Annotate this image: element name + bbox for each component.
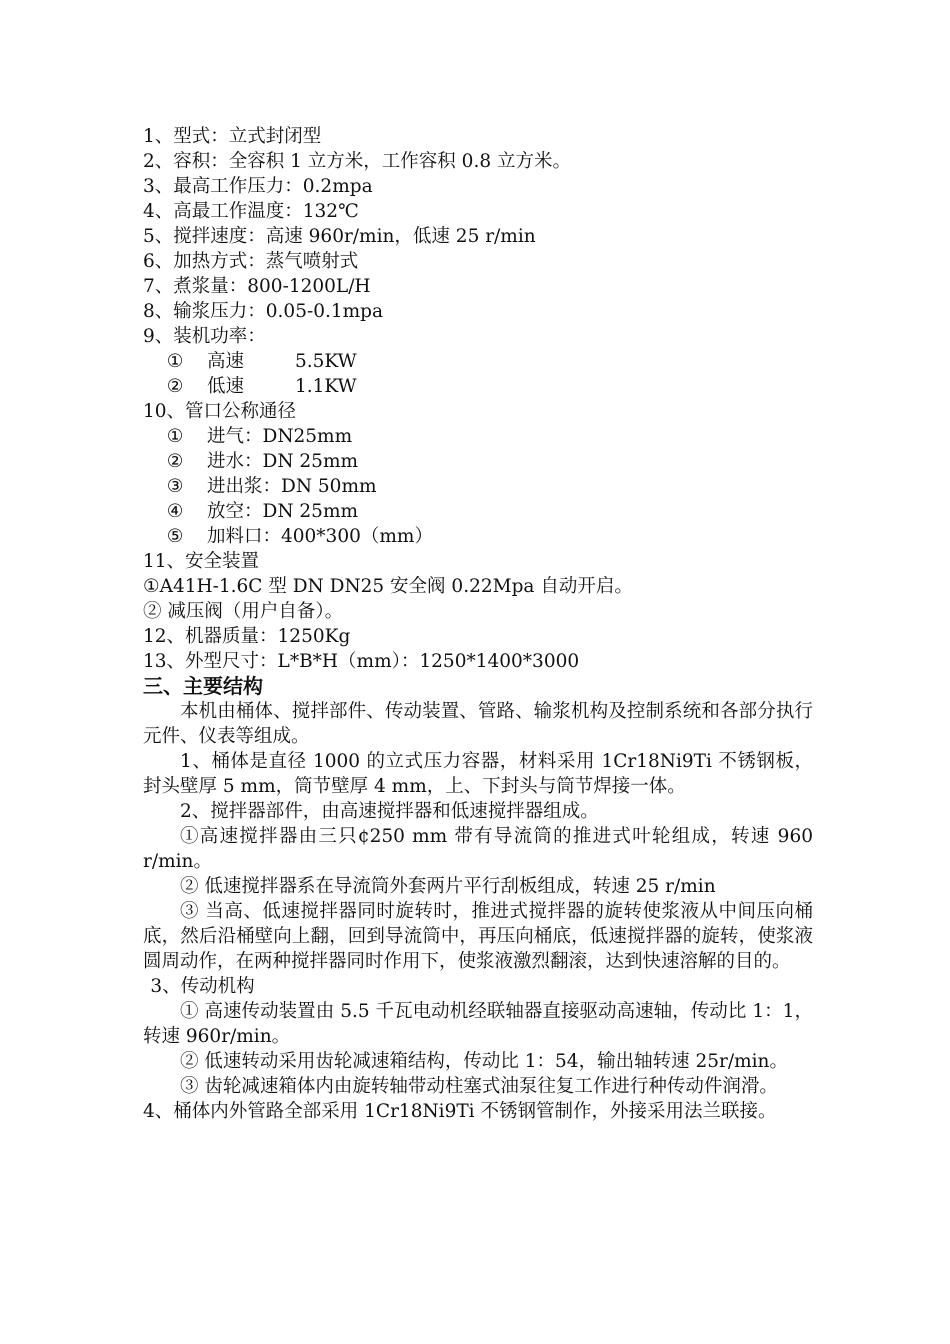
safety-item: ①A41H-1.6C 型 DN DN25 安全阀 0.22Mpa 自动开启。 <box>143 576 633 597</box>
pipe-item <box>143 524 813 549</box>
pipe-item-text: 进出浆：DN 50mm <box>207 476 377 497</box>
pipe-item-number: ② <box>166 451 184 472</box>
pipe-item-number: ④ <box>166 501 184 522</box>
spec-max-temp: 4、高最工作温度：132℃ <box>143 201 359 222</box>
structure-intro: 本机由桶体、搅拌部件、传动装置、管路、输浆机构及控制系统和各部分执行元件、仪表等组成。 <box>143 701 813 747</box>
drive-item-3: ③ 齿轮减速箱体内由旋转轴带动柱塞式油泵往复工作进行种传动件润滑。 <box>180 1076 778 1097</box>
pipe-item-number: ① <box>166 426 184 447</box>
section-heading: 三、主要结构 <box>143 674 263 698</box>
pipe-item <box>143 474 813 499</box>
spec-transfer-pressure: 8、输浆压力：0.05-0.1mpa <box>143 301 384 322</box>
power-item-label: 低速 <box>207 376 245 397</box>
drive-title: 3、传动机构 <box>150 976 255 997</box>
spec-mass: 12、机器质量：1250Kg <box>143 626 351 647</box>
pipe-item <box>143 449 813 474</box>
power-item-value: 1.1KW <box>295 376 357 397</box>
structure-body2: 2、搅拌器部件，由高速搅拌器和低速搅拌器组成。 <box>180 801 599 822</box>
pipe-item <box>143 499 813 524</box>
pipe-item-text: 放空：DN 25mm <box>207 501 359 522</box>
power-item <box>143 349 813 374</box>
pipe-item-number: ③ <box>166 476 184 497</box>
spec-capacity: 7、煮浆量：800-1200L/H <box>143 276 371 297</box>
power-item-number: ① <box>166 351 184 372</box>
spec-type: 1、型式：立式封闭型 <box>143 126 322 147</box>
stir-item-1: ①高速搅拌器由三只¢250 mm 带有导流筒的推进式叶轮组成，转速 960 r/min。 <box>143 826 813 872</box>
stir-item-2: ② 低速搅拌器系在导流筒外套两片平行刮板组成，转速 25 r/min <box>180 876 716 897</box>
drive-item-2: ② 低速转动采用齿轮减速箱结构，传动比 1：54，输出轴转速 25r/min。 <box>180 1051 788 1072</box>
pipes-note: 4、桶体内外管路全部采用 1Cr18Ni9Ti 不锈钢管制作，外接采用法兰联接。 <box>143 1101 777 1122</box>
power-item-value: 5.5KW <box>295 351 357 372</box>
document-page <box>143 124 813 1124</box>
spec-max-pressure: 3、最高工作压力：0.2mpa <box>143 176 373 197</box>
pipe-item-number: ⑤ <box>166 526 184 547</box>
spec-stir-speed: 5、搅拌速度：高速 960r/min，低速 25 r/min <box>143 226 536 247</box>
structure-body1: 1、桶体是直径 1000 的立式压力容器，材料采用 1Cr18Ni9Ti 不锈钢板，封头壁厚 5 mm，筒节壁厚 4 mm，上、下封头与筒节焊接一体。 <box>143 751 813 797</box>
pipe-item-text: 加料口：400*300（mm） <box>207 526 433 547</box>
drive-item-1: ① 高速传动装置由 5.5 千瓦电动机经联轴器直接驱动高速轴，传动比 1：1，转速 960r/min。 <box>143 1001 813 1047</box>
spec-power-title: 9、装机功率： <box>143 326 266 347</box>
pipe-item <box>143 424 813 449</box>
power-item-label: 高速 <box>207 351 245 372</box>
pipe-item-text: 进气：DN25mm <box>207 426 353 447</box>
spec-volume: 2、容积：全容积 1 立方米，工作容积 0.8 立方米。 <box>143 151 571 172</box>
stir-item-3: ③ 当高、低速搅拌器同时旋转时，推进式搅拌器的旋转使浆液从中间压向桶底，然后沿桶壁向上翻，回到导流筒中，再压向桶底，低速搅拌器的旋转，使浆液圆周动作，在两种搅拌器同时作用下，使浆液激烈翻滚，达到快速溶解的目的。 <box>143 901 813 972</box>
power-item <box>143 374 813 399</box>
spec-pipe-title: 10、管口公称通径 <box>143 401 297 422</box>
spec-heating: 6、加热方式：蒸气喷射式 <box>143 251 359 272</box>
power-item-number: ② <box>166 376 184 397</box>
pipe-item-text: 进水：DN 25mm <box>207 451 359 472</box>
spec-safety-title: 11、安全装置 <box>143 551 260 572</box>
spec-dimensions: 13、外型尺寸：L*B*H（mm）：1250*1400*3000 <box>143 651 580 672</box>
safety-item: ② 减压阀（用户自备）。 <box>143 601 344 622</box>
